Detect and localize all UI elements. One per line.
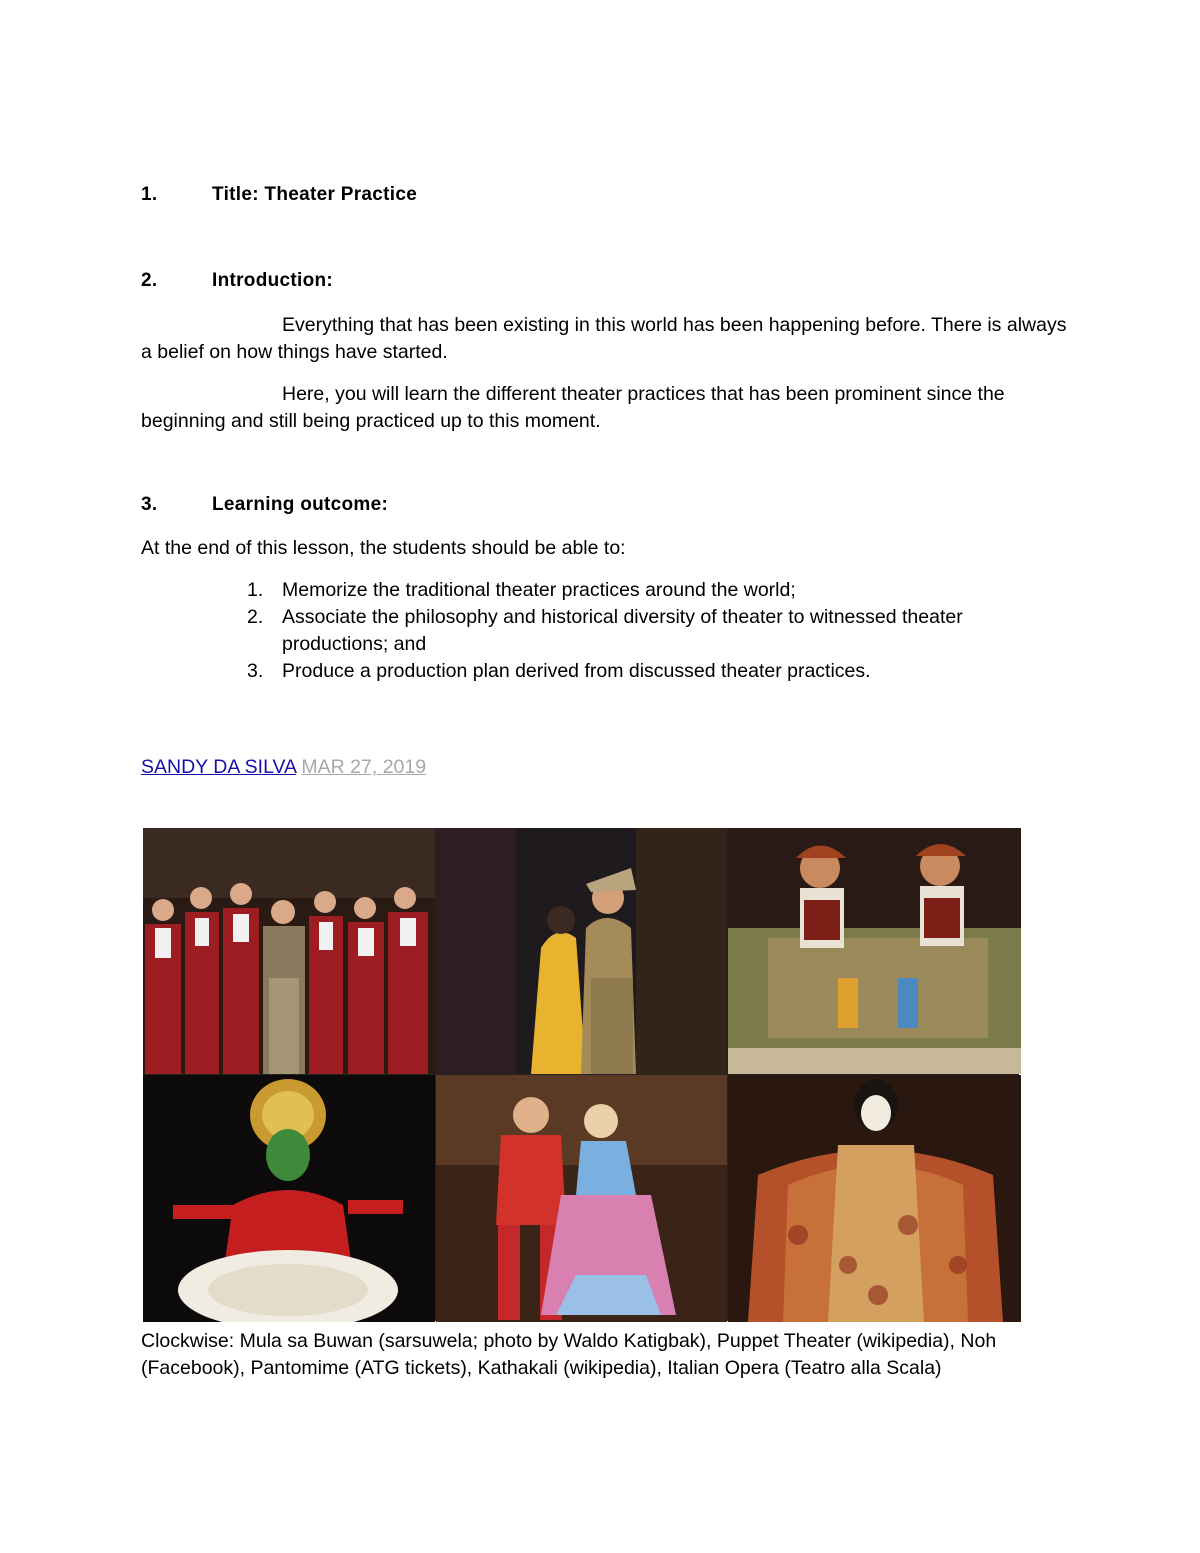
list-item <box>141 604 1071 658</box>
sarsuwela-couple-photo <box>436 828 727 1074</box>
list-marker: 2. <box>247 606 264 628</box>
list-item-text: Associate the philosophy and historical diversity of theater to witnessed theater productions; and <box>282 606 963 655</box>
intro-paragraph-1 <box>141 312 1071 366</box>
theater-photo-collage <box>143 828 1019 1321</box>
section-label: Title: Theater Practice <box>212 184 418 205</box>
photo-caption: Clockwise: Mula sa Buwan (sarsuwela; photo by Waldo Katigbak), Puppet Theater (wikipedia), Noh (Facebook), Pantomime (ATG tickets), Kathakali (wikipedia), Italian Opera (Teatro alla Scala) <box>141 1330 997 1379</box>
section-learning-outcome-heading <box>141 494 388 516</box>
outcomes-list <box>141 577 1071 685</box>
list-item-text: Produce a production plan derived from discussed theater practices. <box>282 660 871 682</box>
section-label: Introduction: <box>212 270 334 291</box>
byline <box>141 756 426 779</box>
list-marker: 3. <box>247 660 264 682</box>
intro-text-1: Everything that has been existing in this world has been happening before. There is always a belief on how things have started. <box>141 314 1067 363</box>
section-title-heading <box>141 184 417 206</box>
section-number: 1. <box>141 184 158 205</box>
section-introduction-heading <box>141 270 333 292</box>
list-item-text: Memorize the traditional theater practices around the world; <box>282 579 796 601</box>
date-link[interactable]: MAR 27, 2019 <box>301 756 427 778</box>
opera-chorus-photo <box>143 828 435 1074</box>
pantomime-duo-photo <box>436 1075 727 1322</box>
section-label: Learning outcome: <box>212 494 389 515</box>
kathakali-dancer-photo <box>143 1075 435 1322</box>
list-marker: 1. <box>247 579 264 601</box>
section-number: 3. <box>141 494 158 515</box>
intro-text-2: Here, you will learn the different theater practices that has been prominent since the beginning and still being practiced up to this moment. <box>141 383 1005 432</box>
section-number: 2. <box>141 270 158 291</box>
author-link[interactable]: SANDY DA SILVA <box>141 756 296 778</box>
puppet-theater-photo <box>728 828 1021 1074</box>
noh-performer-photo <box>728 1075 1021 1322</box>
outcomes-lead: At the end of this lesson, the students should be able to: <box>141 537 626 559</box>
list-item <box>141 577 1071 604</box>
list-item <box>141 658 1071 685</box>
intro-paragraph-2 <box>141 381 1071 435</box>
